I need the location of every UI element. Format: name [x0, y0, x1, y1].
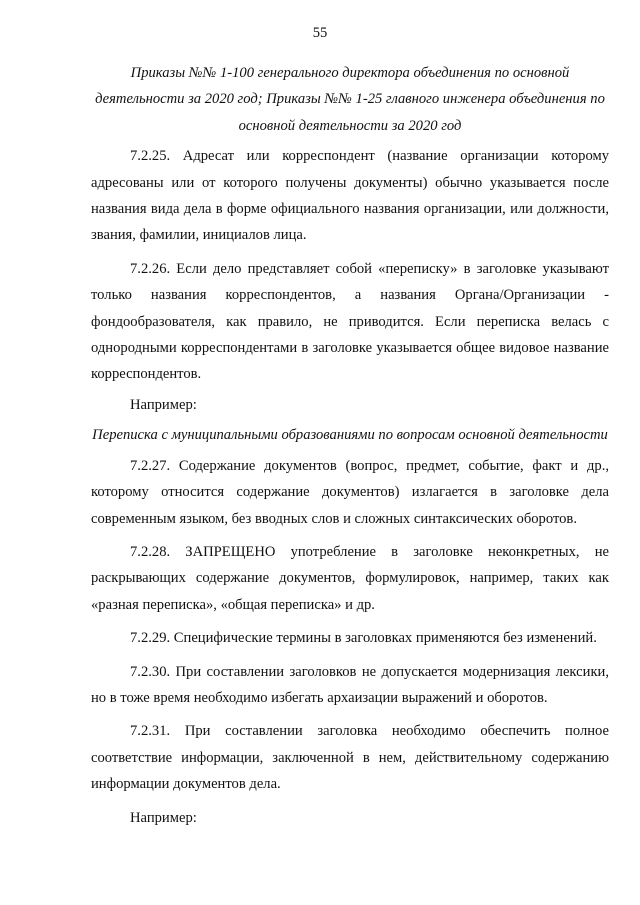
paragraph-7-2-30: 7.2.30. При составлении заголовков не допускается модернизация лексики, но в тоже время необходимо избегать архаизации выражений и оборотов.	[91, 663, 609, 706]
paragraph-7-2-29: 7.2.29. Специфические термины в заголовках применяются без изменений.	[130, 630, 597, 647]
example-intro: Например:	[130, 809, 197, 826]
paragraph-7-2-27: 7.2.27. Содержание документов (вопрос, предмет, событие, факт и др., которому относится содержание документов) излагается в заголовке дела современным языком, без вводных слов и сложных синтаксических оборотов.	[91, 457, 609, 527]
page-content	[91, 60, 609, 831]
paragraph-7-2-26: 7.2.26. Если дело представляет собой «переписку» в заголовке указывают только названия корреспондентов, а названия Органа/Организации - фондообразователя, как правило, не приводится. Если переписка велась с однородными корреспондентами в заголовке указывается общее видовое название корреспондентов.	[91, 260, 609, 383]
example-heading-correspondence: Переписка с муниципальными образованиями по вопросам основной деятельности	[92, 427, 608, 444]
paragraph-7-2-31: 7.2.31. При составлении заголовка необходимо обеспечить полное соответствие информации, заключенной в нем, действительному содержанию информации документов дела.	[91, 723, 609, 793]
example-heading-orders: Приказы №№ 1-100 генерального директора объединения по основной деятельности за 2020 год; Приказы №№ 1-25 главного инженера объединения по основной деятельности за 2020 год	[95, 65, 605, 134]
paragraph-7-2-28: 7.2.28. ЗАПРЕЩЕНО употребление в заголовке неконкретных, не раскрывающих содержание документов, формулировок, например, таких как «разная переписка», «общая переписка» и др.	[91, 543, 609, 613]
page-number: 55	[312, 25, 328, 41]
paragraph-7-2-25: 7.2.25. Адресат или корреспондент (название организации которому адресованы или от которого получены документы) обычно указывается после названия вида дела в форме официального названия организации, или должности, звания, фамилии, инициалов лица.	[91, 148, 609, 244]
example-intro: Например:	[130, 396, 197, 413]
